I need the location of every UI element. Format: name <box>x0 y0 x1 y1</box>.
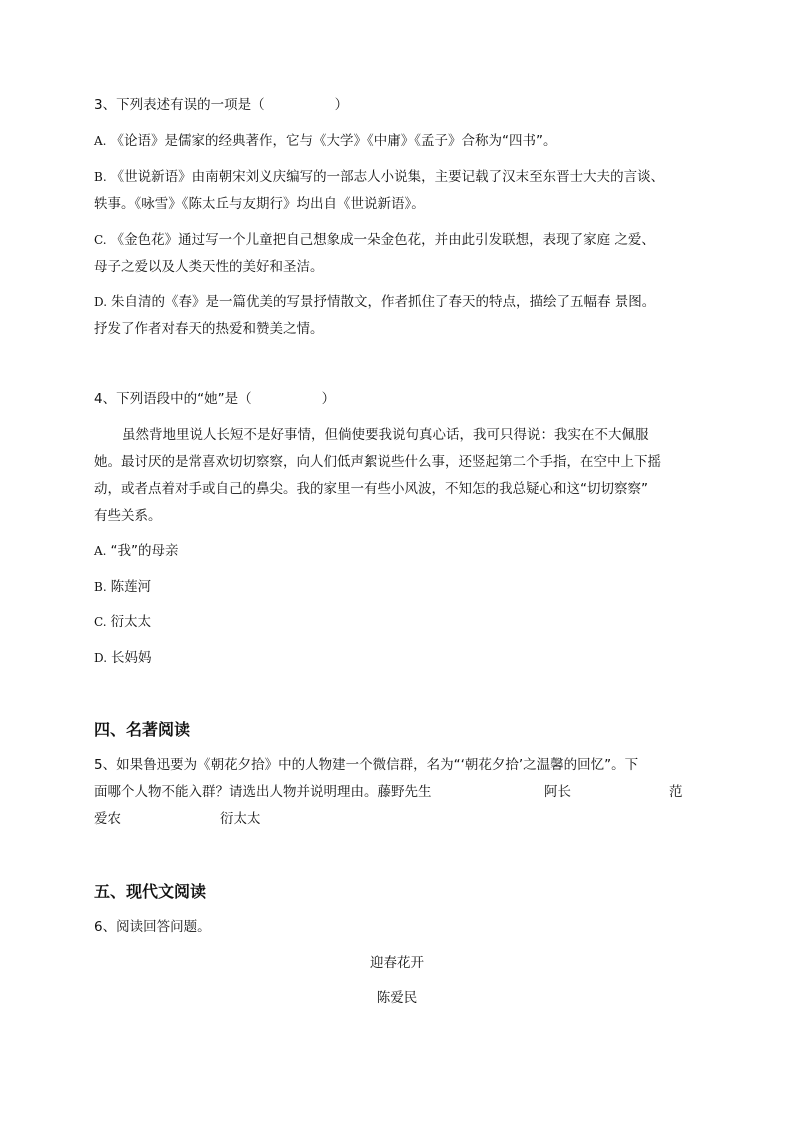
q5-option-name: 衍太太 <box>220 811 261 827</box>
section-heading-classics: 四、名著阅读 <box>94 720 191 739</box>
article-author: 陈爱民 <box>376 990 418 1006</box>
option-text: 朱自清的《春》是一篇优美的写景抒情散文，作者抓住了春天的特点，描绘了五幅春 景图。 <box>111 294 656 310</box>
option-text: “我”的母亲 <box>110 543 179 559</box>
q3-option-b <box>94 167 664 187</box>
option-label: C. <box>94 615 107 629</box>
q4-stem <box>94 389 335 409</box>
option-text: 《论语》是儒家的经典著作，它与《大学》《中庸》《孟子》合称为“四书”。 <box>110 133 557 149</box>
q4-stem-text: 4、下列语段中的“她”是（ <box>94 391 252 407</box>
q4-option-a <box>94 541 178 561</box>
q3-stem <box>94 95 348 115</box>
q4-passage-line: 她。最讨厌的是常喜欢切切察察，向人们低声絮说些什么事，还竖起第二个手指，在空中上下摇 <box>94 454 661 470</box>
section-heading-modern-reading: 五、现代文阅读 <box>94 882 207 901</box>
option-text: 《金色花》通过写一个儿童把自己想象成一朵金色花，并由此引发联想，表现了家庭 之爱、 <box>110 232 655 248</box>
option-text: 《世说新语》由南朝宋刘义庆编写的一部志人小说集，主要记载了汉末至东晋士大夫的言谈、 <box>110 169 665 185</box>
q4-option-b <box>94 577 151 597</box>
q4-option-c <box>94 612 151 632</box>
option-label: D. <box>94 651 108 665</box>
q3-option-a <box>94 131 556 151</box>
q4-passage-line: 虽然背地里说人长短不是好事情，但倘使要我说句真心话，我可只得说：我实在不大佩服 <box>122 427 649 443</box>
q4-passage-line: 动，或者点着对手或自己的鼻尖。我的家里一有些小风波，不知怎的我总疑心和这“切切察察” <box>94 481 648 497</box>
option-label: A. <box>94 544 107 558</box>
option-label: D. <box>94 295 108 309</box>
q3-option-d-cont: 抒发了作者对春天的热爱和赞美之情。 <box>94 321 324 337</box>
option-label: A. <box>94 134 107 148</box>
q5-line: 面哪个人物不能入群？请选出人物并说明理由。藤野先生 <box>94 784 432 800</box>
option-label: C. <box>94 233 107 247</box>
option-text: 陈莲河 <box>110 579 152 595</box>
article-title: 迎春花开 <box>370 955 424 971</box>
option-text: 衍太太 <box>110 614 152 630</box>
q4-option-d <box>94 648 152 668</box>
q5-option-name: 阿长 <box>544 784 571 800</box>
q3-option-d <box>94 292 655 312</box>
option-text: 长妈妈 <box>111 650 152 666</box>
q5-option-name: 范 <box>669 784 683 800</box>
option-label: B. <box>94 170 107 184</box>
q5-line: 5、如果鲁迅要为《朝花夕拾》中的人物建一个微信群，名为“‘朝花夕拾’之温馨的回忆”。下 <box>94 757 639 773</box>
q3-option-c <box>94 230 655 250</box>
q3-option-b-cont: 轶事。《咏雪》《陈太丘与友期行》均出自《世说新语》。 <box>94 196 425 212</box>
q3-stem-close: ） <box>334 97 349 113</box>
q3-stem-text: 3、下列表述有误的一项是（ <box>94 97 265 113</box>
option-label: B. <box>94 580 107 594</box>
q4-stem-close: ） <box>321 391 336 407</box>
q3-option-c-cont: 母子之爱以及人类天性的美好和圣洁。 <box>94 259 324 275</box>
q6-stem: 6、阅读回答问题。 <box>94 919 211 935</box>
q5-option-name: 爱农 <box>94 811 121 827</box>
q4-passage-line: 有些关系。 <box>94 508 162 524</box>
